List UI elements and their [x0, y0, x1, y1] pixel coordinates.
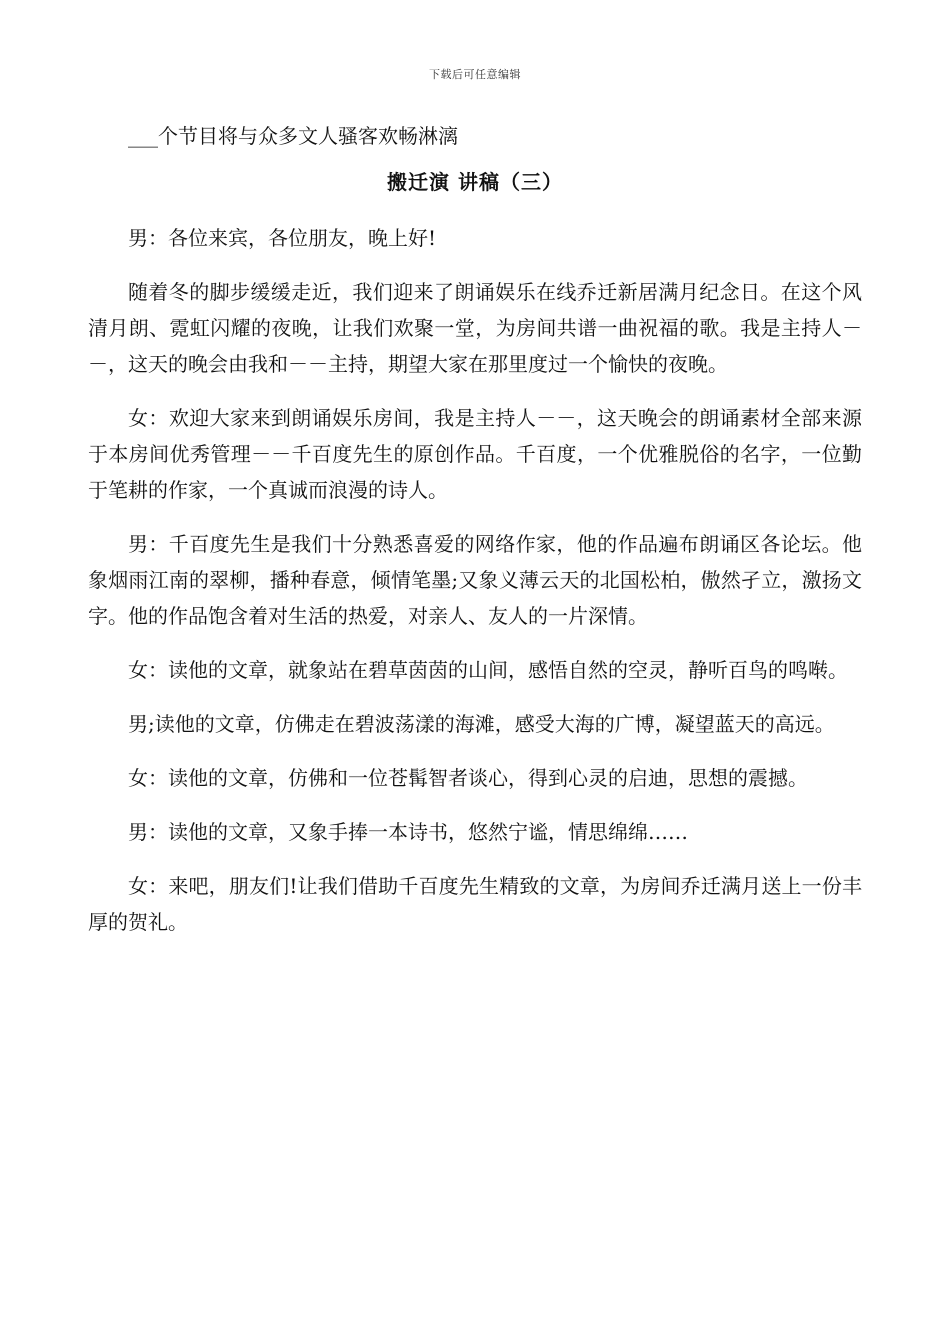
paragraph: 随着冬的脚步缓缓走近，我们迎来了朗诵娱乐在线乔迁新居满月纪念日。在这个风清月朗、霓虹闪耀的夜晚，让我们欢聚一堂，为房间共谱一曲祝福的歌。我是主持人－－，这天的晚会由我和－－主持，期望大家在那里度过一个愉快的夜晚。 — [88, 280, 862, 376]
paragraph: 女：来吧，朋友们!让我们借助千百度先生精致的文章，为房间乔迁满月送上一份丰厚的贺礼。 — [88, 874, 862, 934]
paragraph: 男：千百度先生是我们十分熟悉喜爱的网络作家，他的作品遍布朗诵区各论坛。他象烟雨江南的翠柳，播种春意，倾情笔墨;又象义薄云天的北国松柏，傲然孑立，激扬文字。他的作品饱含着对生活的热爱，对亲人、友人的一片深情。 — [88, 532, 862, 628]
paragraph: 女：欢迎大家来到朗诵娱乐房间，我是主持人－－，这天晚会的朗诵素材全部来源于本房间优秀管理－－千百度先生的原创作品。千百度，一个优雅脱俗的名字，一位勤于笔耕的作家，一个真诚而浪漫的诗人。 — [88, 406, 862, 502]
continuation-line: ___个节目将与众多文人骚客欢畅淋漓 — [128, 124, 458, 148]
paragraph: 男：各位来宾，各位朋友，晚上好! — [128, 226, 437, 250]
paragraph: 男：读他的文章，又象手捧一本诗书，悠然宁谧，情思绵绵…… — [128, 820, 688, 844]
page-header-note: 下载后可任意编辑 — [429, 68, 521, 81]
document-body — [88, 118, 862, 958]
document-title: 搬迁演 讲稿（三） — [387, 170, 563, 194]
paragraph: 男;读他的文章，仿佛走在碧波荡漾的海滩，感受大海的广博，凝望蓝天的高远。 — [128, 712, 835, 736]
paragraph: 女：读他的文章，仿佛和一位苍髯智者谈心，得到心灵的启迪，思想的震撼。 — [128, 766, 808, 790]
paragraph: 女：读他的文章，就象站在碧草茵茵的山间，感悟自然的空灵，静听百鸟的鸣啭。 — [128, 658, 848, 682]
